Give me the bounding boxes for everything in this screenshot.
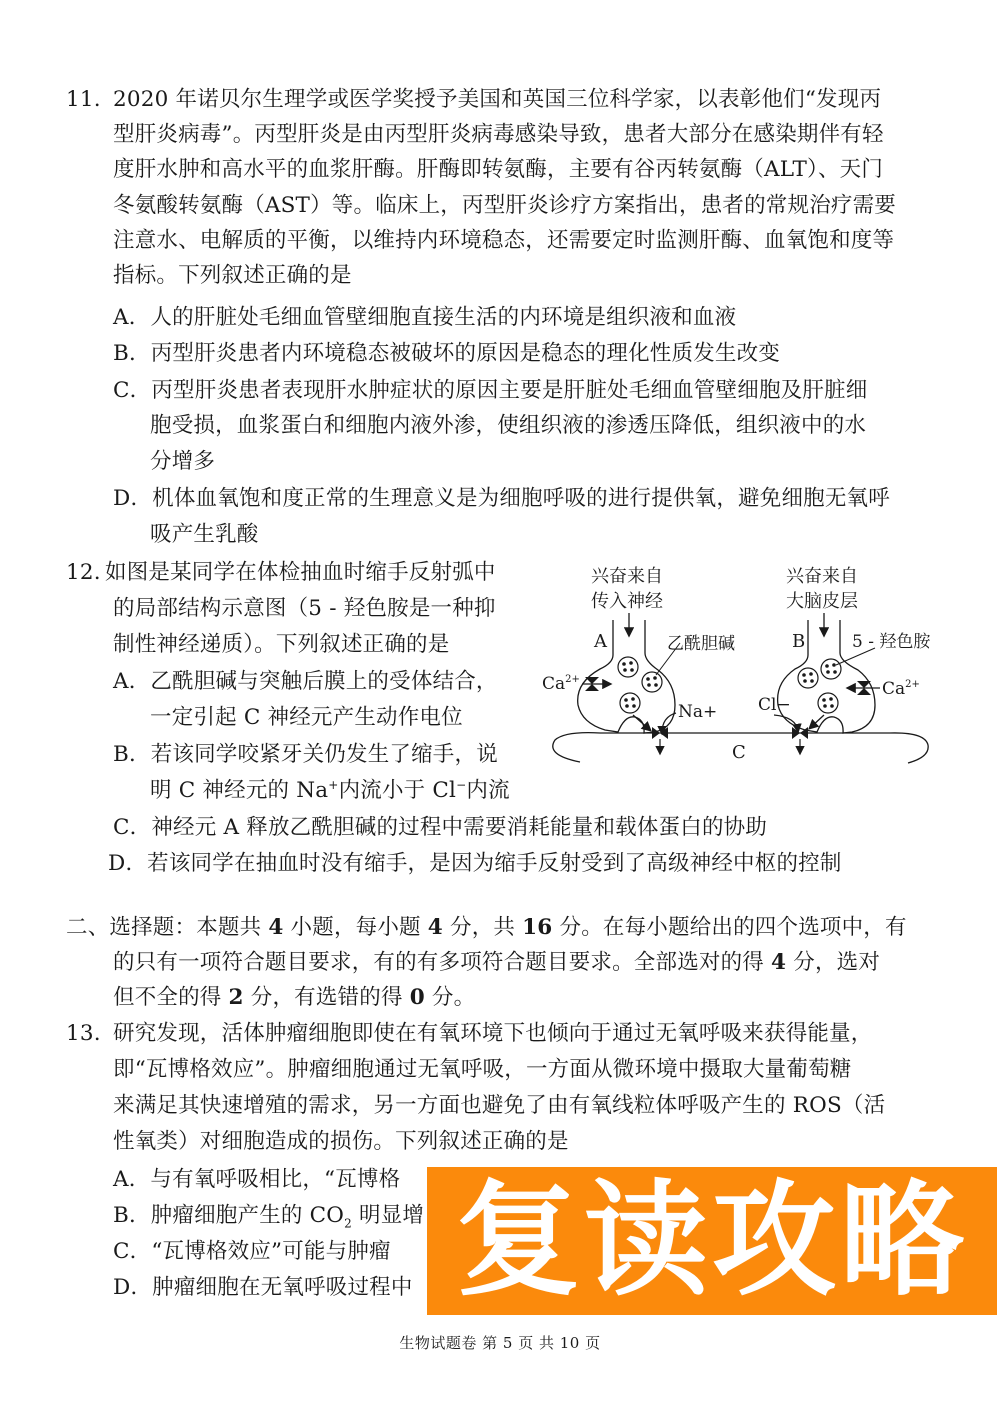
ca-label: $Ca^{2+}$ <box>542 674 580 694</box>
ca-label: $Ca^{2+}$ <box>882 679 920 699</box>
vesicle-icon <box>642 672 662 692</box>
cl-charge: − <box>456 777 467 792</box>
q11-stem-line: 2020 年诺贝尔生理学或医学奖授予美国和英国三位科学家，以表彰他们“发现丙 <box>113 87 882 112</box>
right-source-label: 大脑皮层 <box>786 591 858 612</box>
section2-line3 <box>113 983 475 1013</box>
q13-number: 13. <box>66 1021 101 1046</box>
q11-stem-line: 度肝水肿和高水平的血浆肝酶。肝酶即转氨酶，主要有谷丙转氨酶（ALT）、天门 <box>113 157 884 182</box>
vesicle-icon <box>821 659 841 679</box>
acetylcholine-label: 乙酰胆碱 <box>667 634 735 654</box>
vesicle-icon <box>818 693 838 713</box>
label-b: B <box>792 631 806 652</box>
section2-text: 分。在每小题给出的四个选项中，有 <box>552 915 907 940</box>
section2-header <box>66 913 907 943</box>
q13-option-d: D．肿瘤细胞在无氧呼吸过程中 <box>113 1275 413 1300</box>
right-source-label: 兴奋来自 <box>786 566 858 587</box>
q12-stem-line: 制性神经递质）。下列叙述正确的是 <box>113 632 450 657</box>
q11-stem-line: 冬氨酸转氨酶（AST）等。临床上，丙型肝炎诊疗方案指出，患者的常规治疗需要 <box>113 193 896 218</box>
q12-number: 12. <box>66 560 101 585</box>
section2-points: 4 <box>427 915 443 940</box>
synapse-diagram <box>530 555 950 775</box>
q12-option-c: C．神经元 A 释放乙酰胆碱的过程中需要消耗能量和载体蛋白的协助 <box>113 815 768 840</box>
q12-option-b-text: 内流 <box>466 778 510 803</box>
q11-stem-line: 注意水、电解质的平衡，以维持内环境稳态，还需要定时监测肝酶、血氧饱和度等 <box>113 228 895 253</box>
q13-option-b-text: 明显增 <box>351 1203 425 1228</box>
label-a: A <box>594 631 607 652</box>
section2-total: 16 <box>522 915 553 940</box>
co2-subscript: 2 <box>344 1216 352 1231</box>
q11-option-a: A．人的肝脏处毛细血管壁细胞直接生活的内环境是组织液和血液 <box>113 305 737 330</box>
q11-option-c: C．丙型肝炎患者表现肝水肿症状的原因主要是肝脏处毛细血管壁细胞及肝脏细 <box>113 378 868 403</box>
section2-partial-points: 2 <box>228 985 244 1010</box>
section2-text: 但不全的得 <box>113 985 229 1010</box>
q12-option-a-cont: 一定引起 C 神经元产生动作电位 <box>150 705 463 730</box>
q11-option-d-cont: 吸产生乳酸 <box>150 522 259 547</box>
q11-stem-line: 型肝炎病毒”。丙型肝炎是由丙型肝炎病毒感染导致，患者大部分在感染期伴有轻 <box>113 122 884 147</box>
section2-text: 分。 <box>424 985 476 1010</box>
q12-option-b-text: 内流小于 Cl <box>338 778 457 803</box>
q12-option-b-text: 明 C 神经元的 Na <box>150 778 329 803</box>
q13-stem-line: 研究发现，活体肿瘤细胞即使在有氧环境下也倾向于通过无氧呼吸来获得能量， <box>113 1021 873 1046</box>
q12-option-a: A．乙酰胆碱与突触后膜上的受体结合， <box>113 669 498 694</box>
q13-stem-line: 即“瓦博格效应”。肿瘤细胞通过无氧呼吸，一方面从微环境中摄取大量葡萄糖 <box>113 1057 852 1082</box>
serotonin-label: 5 - 羟色胺 <box>852 632 931 652</box>
q13-stem-line: 性氧类）对细胞造成的损伤。下列叙述正确的是 <box>113 1129 569 1154</box>
section2-wrong-points: 0 <box>409 985 425 1010</box>
vesicle-icon <box>618 657 638 677</box>
section2-text: 分，有选错的得 <box>243 985 410 1010</box>
cl-label: Cl− <box>758 695 791 715</box>
section2-text: 二、选择题：本题共 <box>66 915 269 940</box>
q12-option-b-cont <box>150 776 510 806</box>
vesicle-icon <box>620 693 640 713</box>
page-footer: 生物试题卷 第 5 页 共 10 页 <box>399 1334 601 1352</box>
left-source-label: 传入神经 <box>591 591 663 612</box>
q13-stem-line: 来满足其快速增殖的需求，另一方面也避免了由有氧线粒体呼吸产生的 ROS（活 <box>113 1093 886 1118</box>
q12-option-d: D．若该同学在抽血时没有缩手，是因为缩手反射受到了高级神经中枢的控制 <box>108 851 842 876</box>
section2-count: 4 <box>268 915 284 940</box>
section2-text: 小题，每小题 <box>283 915 428 940</box>
q11-option-c-cont: 分增多 <box>150 449 216 474</box>
na-label: Na+ <box>678 702 718 722</box>
q13-option-a: A．与有氧呼吸相比，“瓦博格 <box>113 1167 401 1192</box>
q11-option-d: D．机体血氧饱和度正常的生理意义是为细胞呼吸的进行提供氧，避免细胞无氧呼 <box>113 486 890 511</box>
left-source-label: 兴奋来自 <box>591 566 663 587</box>
receptor-channel-icon <box>652 727 668 739</box>
q12-option-b: B．若该同学咬紧牙关仍发生了缩手，说 <box>113 742 498 767</box>
q13-option-c: C．“瓦博格效应”可能与肿瘤 <box>113 1239 391 1264</box>
section2-full-points: 4 <box>771 950 787 975</box>
section2-text: 分，选对 <box>786 950 881 975</box>
q13-option-b <box>113 1201 424 1231</box>
q13-option-b-text: B．肿瘤细胞产生的 CO <box>113 1203 345 1228</box>
q11-stem-line: 指标。下列叙述正确的是 <box>113 263 352 288</box>
na-charge: + <box>328 777 339 792</box>
section2-line2 <box>113 948 880 978</box>
q12-stem-line: 如图是某同学在体检抽血时缩手反射弧中 <box>105 560 496 585</box>
section2-text: 分，共 <box>442 915 523 940</box>
q11-number: 11. <box>66 87 101 112</box>
q11-option-b: B．丙型肝炎患者内环境稳态被破坏的原因是稳态的理化性质发生改变 <box>113 341 781 366</box>
q12-stem-line: 的局部结构示意图（5 - 羟色胺是一种抑 <box>113 596 496 621</box>
q11-option-c-cont: 胞受损，血浆蛋白和细胞内液外渗，使组织液的渗透压降低，组织液中的水 <box>150 413 867 438</box>
label-c: C <box>732 742 746 763</box>
section2-text: 的只有一项符合题目要求，有的有多项符合题目要求。全部选对的得 <box>113 950 772 975</box>
vesicle-icon <box>798 668 818 688</box>
watermark-banner: 复读攻略 <box>427 1167 997 1315</box>
